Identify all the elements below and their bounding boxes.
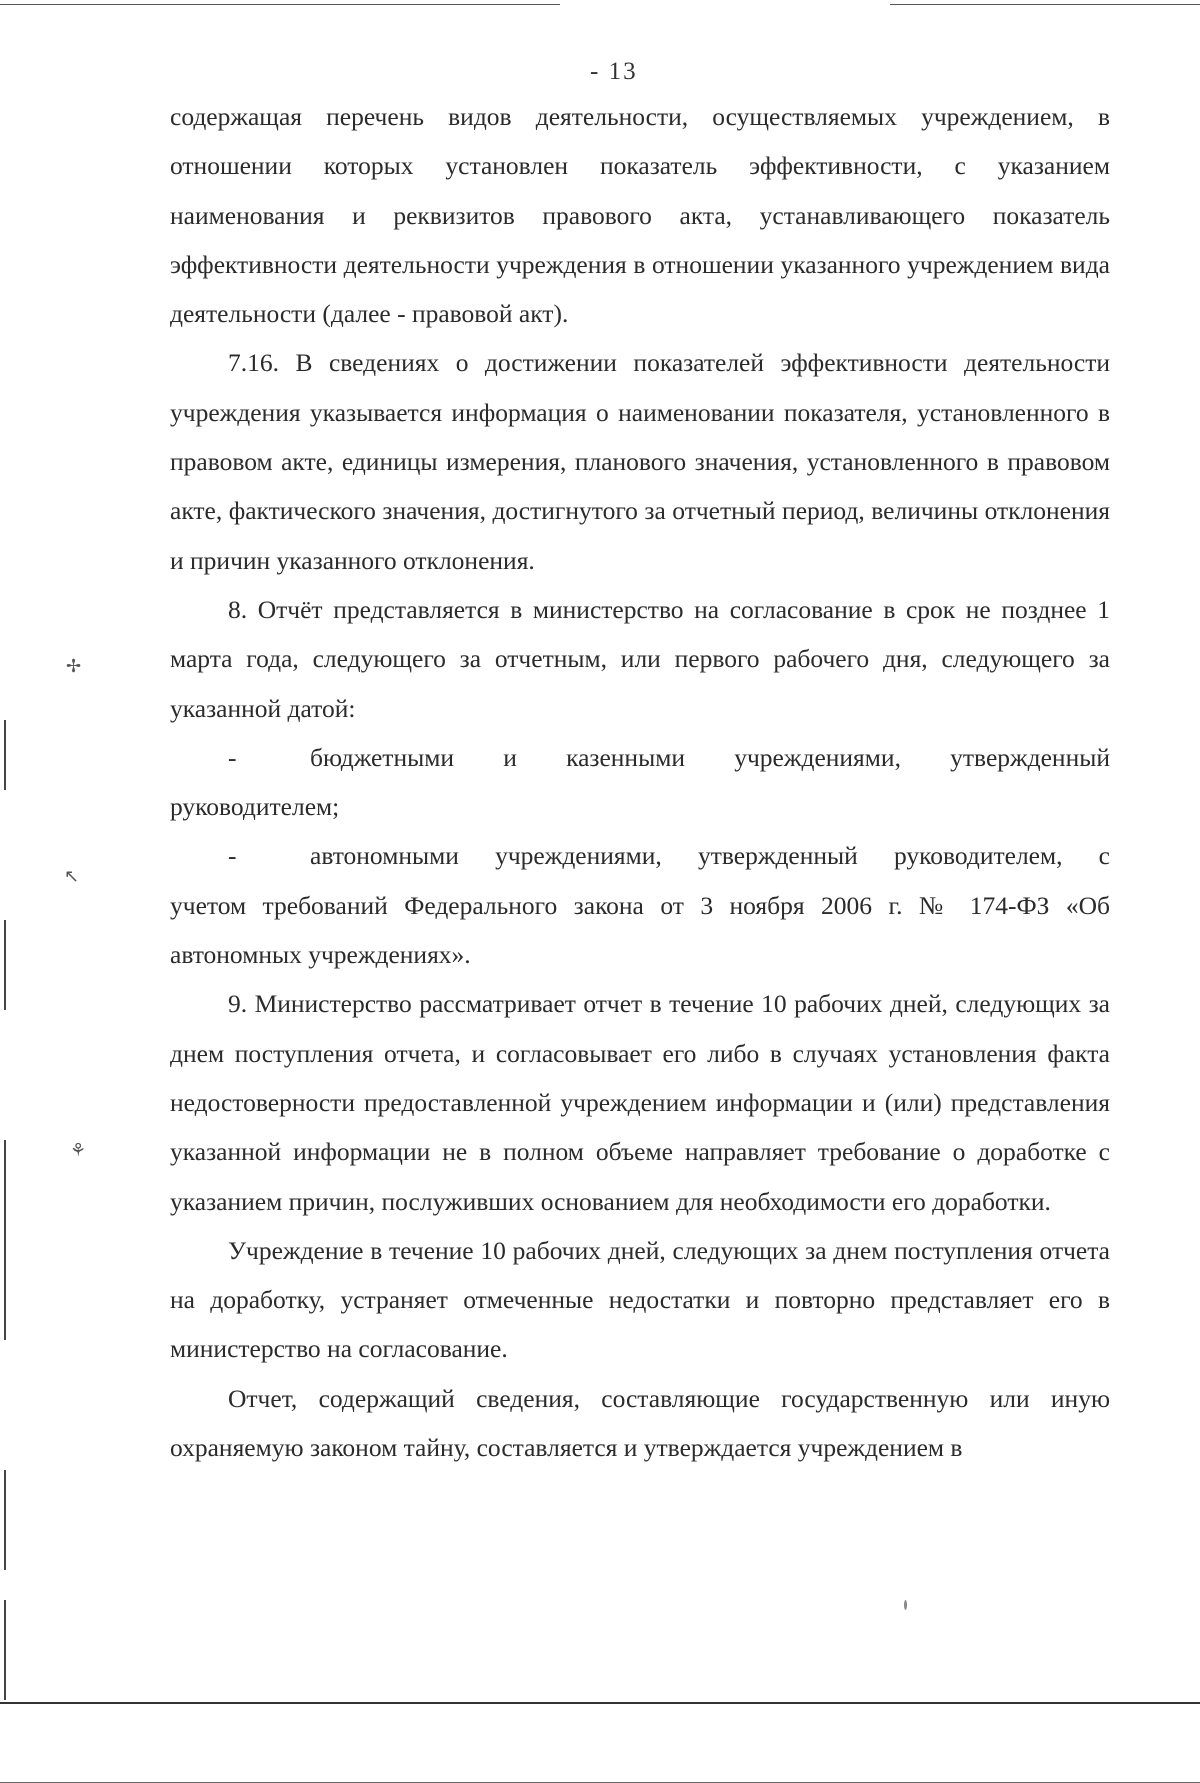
list-item [170, 831, 1110, 880]
scan-top-rule [0, 4, 560, 5]
paragraph-resubmission: Учреждение в течение 10 рабочих дней, следующих за днем поступления отчета на доработку, устраняет отмеченные недостатки и повторно представляет его в министерство на согласование. [170, 1235, 1110, 1364]
document-body [170, 92, 1110, 1472]
paragraph-9: 9. Министерство рассматривает отчет в течение 10 рабочих дней, следующих за днем поступления отчета, и согласовывает его либо в случаях установления факта недостоверности предоставленной учреждением информации и (или) представления указанной информации не в полном объеме направляет требование о доработке с указанием причин, послуживших основанием для необходимости его доработки. [170, 989, 1110, 1216]
list-item-continuation: учетом требований Федерального закона от 3 ноября 2006 г. № 174-ФЗ «Об автономных учреждениях». [170, 890, 1110, 970]
scan-bottom-rule [0, 1702, 1200, 1704]
paragraph-continuation: содержащая перечень видов деятельности, осуществляемых учреждением, в отношении которых установлен показатель эффективности, с указанием наименования и реквизитов правового акта, устанавливающего показатель эффективности деятельности учреждения в отношении указанного учреждением вида деятельности (далее - правовой акт). [170, 102, 1110, 329]
page-number: - 13 [590, 58, 638, 85]
list-item-continuation: руководителем; [170, 792, 340, 822]
scan-speck: ↖ [64, 866, 80, 887]
scan-left-edge [4, 1470, 6, 1570]
paragraph-8: 8. Отчёт представляется в министерство на согласование в срок не позднее 1 марта года, следующего за отчетным, или первого рабочего дня, следующего за указанной датой: [170, 594, 1110, 723]
scan-speck: ⚘ [70, 1140, 87, 1161]
paragraph-secret-report: Отчет, содержащий сведения, составляющие государственную или иную охраняемую законом тайну, составляется и утверждается учреждением в [170, 1383, 1110, 1463]
list-dash: - [228, 742, 237, 772]
scan-left-edge [4, 1600, 6, 1700]
list-item [170, 733, 1110, 782]
scan-left-edge [4, 720, 6, 790]
scan-left-edge [4, 1140, 6, 1340]
list-dash: - [228, 841, 237, 871]
paragraph-7-16: 7.16. В сведениях о достижении показателей эффективности деятельности учреждения указывается информация о наименовании показателя, установленного в правовом акте, единицы измерения, планового значения, установленного в правовом акте, фактического значения, достигнутого за отчетный период, величины отклонения и причин указанного отклонения. [170, 348, 1110, 575]
list-item-first-line: бюджетными и казенными учреждениями, утвержденный [310, 742, 1110, 772]
list-item-first-line: автономными учреждениями, утвержденный руководителем, с [310, 841, 1110, 871]
scan-left-edge [4, 920, 6, 1010]
scan-dot [904, 1600, 907, 1610]
scan-speck: ✢ [66, 656, 82, 677]
scan-top-rule-right [890, 4, 1200, 5]
